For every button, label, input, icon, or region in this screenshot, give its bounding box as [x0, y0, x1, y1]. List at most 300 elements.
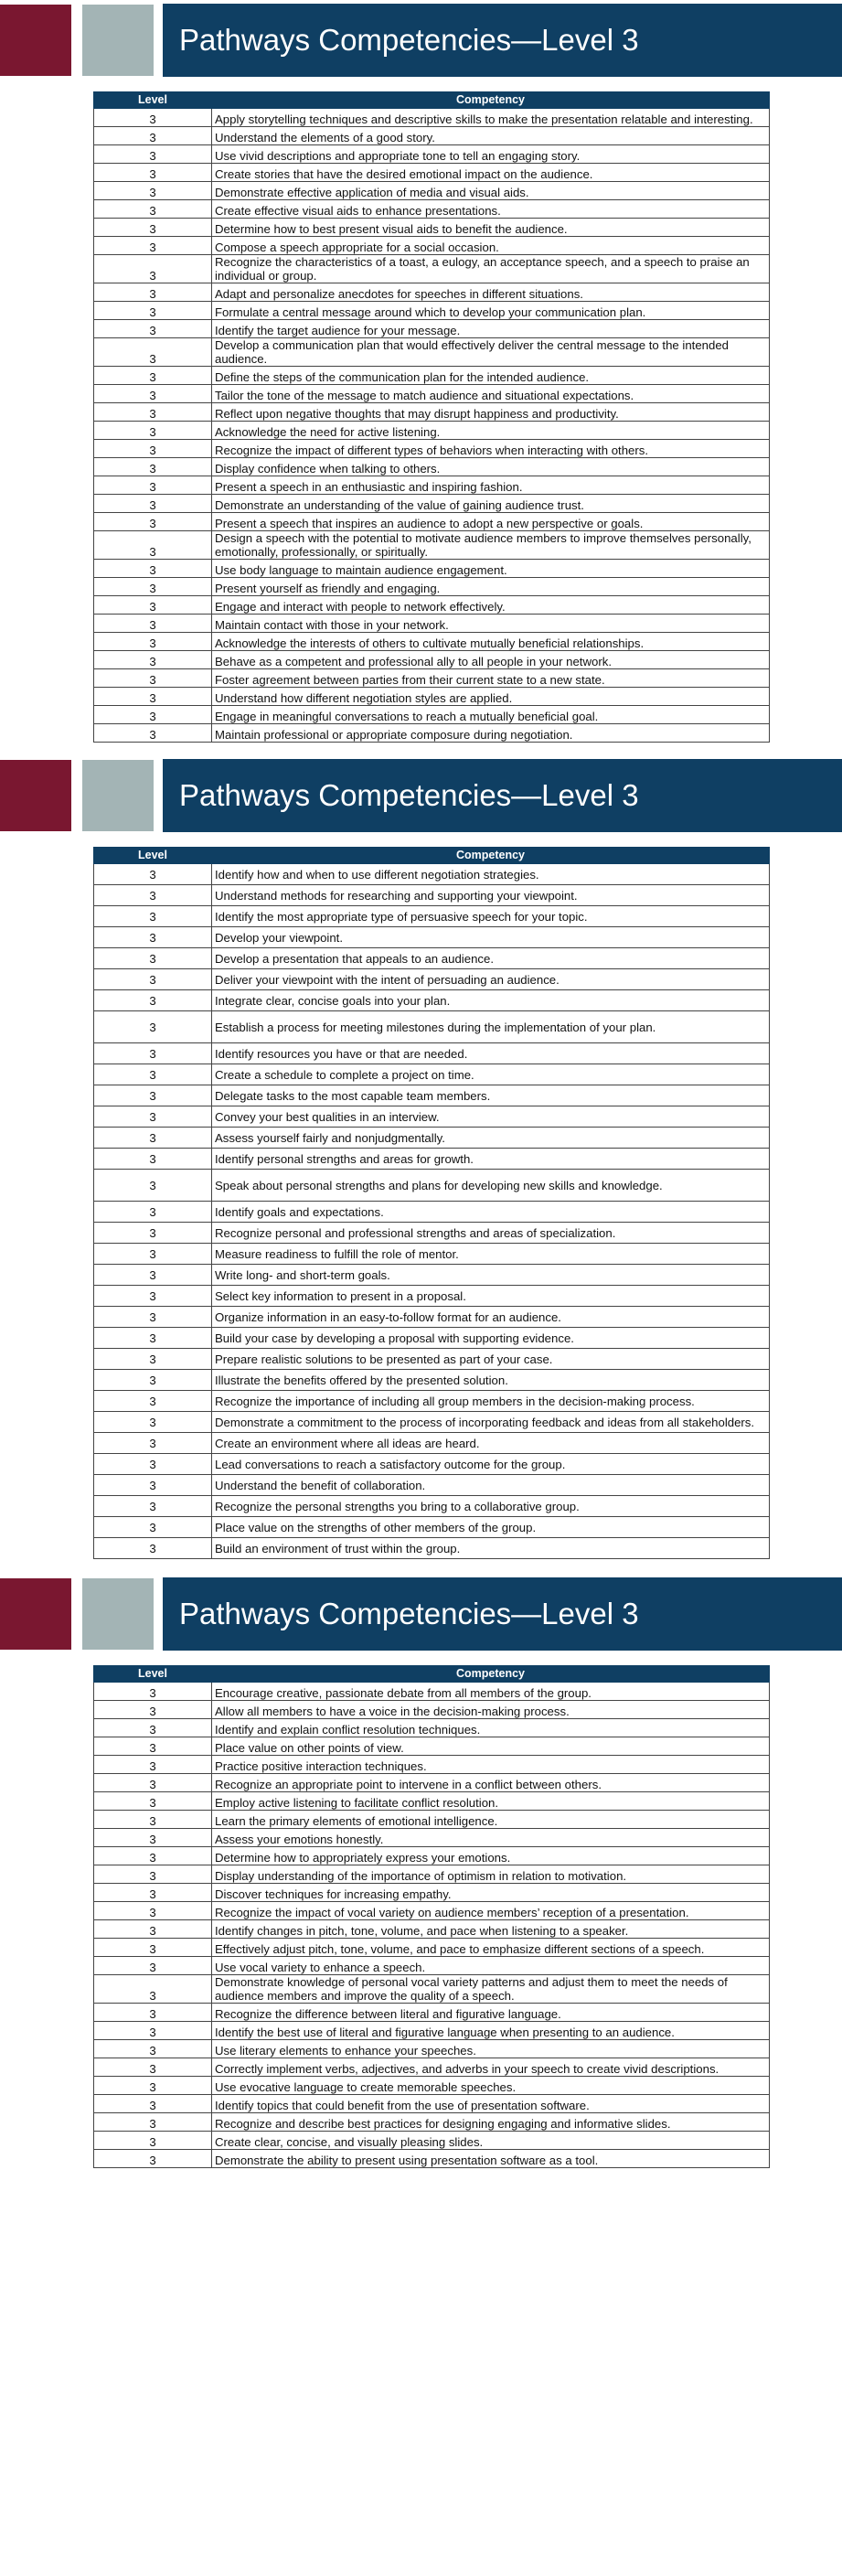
level-cell: 3 — [94, 927, 212, 948]
level-cell: 3 — [94, 200, 212, 219]
table-row — [94, 1847, 770, 1865]
level-cell: 3 — [94, 1957, 212, 1975]
competency-cell: Measure readiness to fulfill the role of mentor. — [212, 1244, 770, 1265]
competency-cell: Practice positive interaction techniques. — [212, 1756, 770, 1774]
page-gap — [0, 1559, 842, 1574]
competency-cell: Allow all members to have a voice in the decision-making process. — [212, 1701, 770, 1719]
level-cell: 3 — [94, 164, 212, 182]
table-row — [94, 864, 770, 885]
level-cell: 3 — [94, 1223, 212, 1244]
competency-cell: Determine how to appropriately express your emotions. — [212, 1847, 770, 1865]
table-row — [94, 596, 770, 615]
page-title: Pathways Competencies—Level 3 — [163, 4, 842, 77]
column-header-competency: Competency — [212, 1666, 770, 1683]
level-cell: 3 — [94, 2113, 212, 2132]
page-gap — [0, 743, 842, 755]
table-row — [94, 1939, 770, 1957]
level-cell: 3 — [94, 615, 212, 633]
level-cell: 3 — [94, 2132, 212, 2150]
competency-cell: Acknowledge the need for active listening. — [212, 422, 770, 440]
level-cell: 3 — [94, 367, 212, 385]
competency-cell: Develop a presentation that appeals to an audience. — [212, 948, 770, 969]
table-row — [94, 1244, 770, 1265]
table-row — [94, 1064, 770, 1085]
page-gap — [0, 2168, 842, 2177]
competency-cell: Create an environment where all ideas are heard. — [212, 1433, 770, 1454]
table-row — [94, 1475, 770, 1496]
level-cell: 3 — [94, 1011, 212, 1043]
table-row — [94, 1349, 770, 1370]
table-row — [94, 320, 770, 338]
level-cell: 3 — [94, 1043, 212, 1064]
table-row — [94, 1975, 770, 2004]
level-cell: 3 — [94, 1412, 212, 1433]
competency-cell: Use evocative language to create memorable speeches. — [212, 2077, 770, 2095]
level-cell: 3 — [94, 864, 212, 885]
level-cell: 3 — [94, 458, 212, 476]
level-cell: 3 — [94, 2022, 212, 2040]
competency-cell: Compose a speech appropriate for a social occasion. — [212, 237, 770, 255]
page-2 — [0, 755, 842, 1574]
table-row — [94, 1538, 770, 1559]
level-cell: 3 — [94, 578, 212, 596]
level-cell: 3 — [94, 440, 212, 458]
level-cell: 3 — [94, 1902, 212, 1920]
competency-table — [93, 91, 770, 743]
table-row — [94, 2077, 770, 2095]
table-row — [94, 495, 770, 513]
level-cell: 3 — [94, 1811, 212, 1829]
table-row — [94, 2040, 770, 2058]
level-cell: 3 — [94, 669, 212, 688]
table-row — [94, 1085, 770, 1106]
level-cell: 3 — [94, 1719, 212, 1737]
competency-cell: Define the steps of the communication plan for the intended audience. — [212, 367, 770, 385]
competency-cell: Demonstrate the ability to present using presentation software as a tool. — [212, 2150, 770, 2168]
competency-cell: Maintain professional or appropriate composure during negotiation. — [212, 724, 770, 743]
competency-cell: Create effective visual aids to enhance presentations. — [212, 200, 770, 219]
table-row — [94, 1223, 770, 1244]
level-cell: 3 — [94, 1085, 212, 1106]
table-row — [94, 1265, 770, 1286]
competency-cell: Effectively adjust pitch, tone, volume, and pace to emphasize different sections of a speech. — [212, 1939, 770, 1957]
table-row — [94, 948, 770, 969]
level-cell: 3 — [94, 302, 212, 320]
table-row — [94, 2113, 770, 2132]
competency-cell: Design a speech with the potential to motivate audience members to improve themselves personally, emotionally, professionally, or spiritually. — [212, 531, 770, 560]
competency-cell: Learn the primary elements of emotional intelligence. — [212, 1811, 770, 1829]
competency-cell: Understand the elements of a good story. — [212, 127, 770, 145]
level-cell: 3 — [94, 145, 212, 164]
competency-cell: Identify the most appropriate type of persuasive speech for your topic. — [212, 906, 770, 927]
level-cell: 3 — [94, 885, 212, 906]
level-cell: 3 — [94, 2004, 212, 2022]
level-cell: 3 — [94, 1149, 212, 1170]
table-row — [94, 1737, 770, 1756]
column-header-competency: Competency — [212, 92, 770, 109]
competency-cell: Deliver your viewpoint with the intent of persuading an audience. — [212, 969, 770, 990]
level-cell: 3 — [94, 531, 212, 560]
competency-cell: Place value on other points of view. — [212, 1737, 770, 1756]
competency-cell: Use vocal variety to enhance a speech. — [212, 1957, 770, 1975]
column-header-competency: Competency — [212, 848, 770, 864]
table-row — [94, 200, 770, 219]
competency-cell: Identify and explain conflict resolution techniques. — [212, 1719, 770, 1737]
decorative-red-square — [0, 760, 71, 831]
column-header-level: Level — [94, 92, 212, 109]
table-row — [94, 1454, 770, 1475]
table-header-row — [94, 92, 770, 109]
competency-cell: Reflect upon negative thoughts that may disrupt happiness and productivity. — [212, 403, 770, 422]
table-row — [94, 385, 770, 403]
table-row — [94, 2150, 770, 2168]
competency-cell: Delegate tasks to the most capable team members. — [212, 1085, 770, 1106]
level-cell: 3 — [94, 1475, 212, 1496]
competency-cell: Adapt and personalize anecdotes for speeches in different situations. — [212, 283, 770, 302]
table-row — [94, 1902, 770, 1920]
competency-cell: Recognize an appropriate point to intervene in a conflict between others. — [212, 1774, 770, 1792]
table-row — [94, 633, 770, 651]
level-cell: 3 — [94, 1538, 212, 1559]
table-row — [94, 1202, 770, 1223]
competency-cell: Maintain contact with those in your network. — [212, 615, 770, 633]
page-title: Pathways Competencies—Level 3 — [163, 759, 842, 832]
level-cell: 3 — [94, 237, 212, 255]
competency-cell: Demonstrate an understanding of the value of gaining audience trust. — [212, 495, 770, 513]
table-row — [94, 283, 770, 302]
level-cell: 3 — [94, 706, 212, 724]
level-cell: 3 — [94, 1265, 212, 1286]
table-row — [94, 237, 770, 255]
table-row — [94, 1011, 770, 1043]
table-row — [94, 1043, 770, 1064]
competency-cell: Recognize the characteristics of a toast, a eulogy, an acceptance speech, and a speech to praise an individual or group. — [212, 255, 770, 283]
competency-cell: Identify resources you have or that are needed. — [212, 1043, 770, 1064]
table-row — [94, 1149, 770, 1170]
page-header — [0, 1574, 842, 1656]
level-cell: 3 — [94, 127, 212, 145]
table-row — [94, 255, 770, 283]
competency-cell: Recognize the personal strengths you bring to a collaborative group. — [212, 1496, 770, 1517]
table-row — [94, 969, 770, 990]
level-cell: 3 — [94, 1286, 212, 1307]
level-cell: 3 — [94, 422, 212, 440]
table-row — [94, 1920, 770, 1939]
table-row — [94, 367, 770, 385]
table-row — [94, 1957, 770, 1975]
table-row — [94, 1286, 770, 1307]
table-row — [94, 127, 770, 145]
level-cell: 3 — [94, 2150, 212, 2168]
competency-table — [93, 1665, 770, 2168]
level-cell: 3 — [94, 560, 212, 578]
page-header — [0, 0, 842, 82]
level-cell: 3 — [94, 688, 212, 706]
competency-cell: Convey your best qualities in an interview. — [212, 1106, 770, 1128]
level-cell: 3 — [94, 906, 212, 927]
table-row — [94, 458, 770, 476]
competency-cell: Identify goals and expectations. — [212, 1202, 770, 1223]
table-row — [94, 403, 770, 422]
table-row — [94, 1391, 770, 1412]
level-cell: 3 — [94, 1701, 212, 1719]
table-row — [94, 1756, 770, 1774]
competency-cell: Foster agreement between parties from their current state to a new state. — [212, 669, 770, 688]
column-header-level: Level — [94, 1666, 212, 1683]
table-row — [94, 422, 770, 440]
table-row — [94, 1811, 770, 1829]
competency-cell: Present a speech that inspires an audience to adopt a new perspective or goals. — [212, 513, 770, 531]
level-cell: 3 — [94, 182, 212, 200]
level-cell: 3 — [94, 403, 212, 422]
level-cell: 3 — [94, 283, 212, 302]
competency-cell: Determine how to best present visual aids to benefit the audience. — [212, 219, 770, 237]
table-row — [94, 513, 770, 531]
competency-cell: Recognize the importance of including all group members in the decision-making process. — [212, 1391, 770, 1412]
level-cell: 3 — [94, 1884, 212, 1902]
competency-cell: Understand the benefit of collaboration. — [212, 1475, 770, 1496]
table-row — [94, 1701, 770, 1719]
level-cell: 3 — [94, 1170, 212, 1202]
level-cell: 3 — [94, 320, 212, 338]
table-row — [94, 1170, 770, 1202]
level-cell: 3 — [94, 1792, 212, 1811]
table-row — [94, 1106, 770, 1128]
table-row — [94, 1412, 770, 1433]
competency-cell: Speak about personal strengths and plans for developing new skills and knowledge. — [212, 1170, 770, 1202]
decorative-red-square — [0, 1578, 71, 1650]
level-cell: 3 — [94, 513, 212, 531]
competency-cell: Illustrate the benefits offered by the presented solution. — [212, 1370, 770, 1391]
table-row — [94, 1829, 770, 1847]
table-row — [94, 560, 770, 578]
level-cell: 3 — [94, 1920, 212, 1939]
table-row — [94, 1328, 770, 1349]
table-row — [94, 990, 770, 1011]
competency-cell: Employ active listening to facilitate conflict resolution. — [212, 1792, 770, 1811]
level-cell: 3 — [94, 1496, 212, 1517]
level-cell: 3 — [94, 1756, 212, 1774]
level-cell: 3 — [94, 1847, 212, 1865]
table-row — [94, 1683, 770, 1701]
table-row — [94, 706, 770, 724]
level-cell: 3 — [94, 1202, 212, 1223]
competency-cell: Select key information to present in a proposal. — [212, 1286, 770, 1307]
competency-cell: Apply storytelling techniques and descriptive skills to make the presentation relatable and interesting. — [212, 109, 770, 127]
competency-cell: Develop a communication plan that would effectively deliver the central message to the intended audience. — [212, 338, 770, 367]
table-row — [94, 906, 770, 927]
competency-cell: Identify how and when to use different negotiation strategies. — [212, 864, 770, 885]
competency-cell: Build an environment of trust within the group. — [212, 1538, 770, 1559]
table-row — [94, 2095, 770, 2113]
table-row — [94, 531, 770, 560]
table-row — [94, 219, 770, 237]
table-row — [94, 578, 770, 596]
table-row — [94, 1884, 770, 1902]
level-cell: 3 — [94, 476, 212, 495]
column-header-level: Level — [94, 848, 212, 864]
competency-cell: Formulate a central message around which to develop your communication plan. — [212, 302, 770, 320]
table-row — [94, 1865, 770, 1884]
level-cell: 3 — [94, 495, 212, 513]
level-cell: 3 — [94, 596, 212, 615]
level-cell: 3 — [94, 2077, 212, 2095]
level-cell: 3 — [94, 1370, 212, 1391]
table-row — [94, 615, 770, 633]
table-row — [94, 1517, 770, 1538]
table-header-row — [94, 1666, 770, 1683]
table-row — [94, 688, 770, 706]
decorative-grey-square — [82, 5, 154, 76]
table-row — [94, 109, 770, 127]
competency-cell: Demonstrate a commitment to the process of incorporating feedback and ideas from all stakeholders. — [212, 1412, 770, 1433]
level-cell: 3 — [94, 255, 212, 283]
level-cell: 3 — [94, 1829, 212, 1847]
level-cell: 3 — [94, 1106, 212, 1128]
level-cell: 3 — [94, 2058, 212, 2077]
page-1 — [0, 0, 842, 755]
competency-cell: Develop your viewpoint. — [212, 927, 770, 948]
level-cell: 3 — [94, 1307, 212, 1328]
competency-cell: Display confidence when talking to others. — [212, 458, 770, 476]
decorative-red-square — [0, 5, 71, 76]
competency-cell: Place value on the strengths of other members of the group. — [212, 1517, 770, 1538]
competency-cell: Identify the best use of literal and figurative language when presenting to an audience. — [212, 2022, 770, 2040]
page-3 — [0, 1574, 842, 2177]
table-row — [94, 440, 770, 458]
level-cell: 3 — [94, 1064, 212, 1085]
competency-cell: Create stories that have the desired emotional impact on the audience. — [212, 164, 770, 182]
level-cell: 3 — [94, 219, 212, 237]
competency-cell: Identify topics that could benefit from the use of presentation software. — [212, 2095, 770, 2113]
level-cell: 3 — [94, 1975, 212, 2004]
competency-cell: Use body language to maintain audience engagement. — [212, 560, 770, 578]
competency-cell: Engage in meaningful conversations to reach a mutually beneficial goal. — [212, 706, 770, 724]
competency-cell: Present yourself as friendly and engaging. — [212, 578, 770, 596]
level-cell: 3 — [94, 948, 212, 969]
level-cell: 3 — [94, 338, 212, 367]
competency-cell: Behave as a competent and professional ally to all people in your network. — [212, 651, 770, 669]
competency-cell: Identify changes in pitch, tone, volume, and pace when listening to a speaker. — [212, 1920, 770, 1939]
table-row — [94, 1496, 770, 1517]
competency-cell: Lead conversations to reach a satisfactory outcome for the group. — [212, 1454, 770, 1475]
competency-cell: Assess your emotions honestly. — [212, 1829, 770, 1847]
competency-cell: Create a schedule to complete a project on time. — [212, 1064, 770, 1085]
level-cell: 3 — [94, 1939, 212, 1957]
level-cell: 3 — [94, 990, 212, 1011]
level-cell: 3 — [94, 1737, 212, 1756]
table-row — [94, 1792, 770, 1811]
competency-cell: Build your case by developing a proposal with supporting evidence. — [212, 1328, 770, 1349]
table-row — [94, 651, 770, 669]
competency-table — [93, 847, 770, 1559]
level-cell: 3 — [94, 633, 212, 651]
competency-cell: Integrate clear, concise goals into your plan. — [212, 990, 770, 1011]
competency-cell: Recognize the impact of different types of behaviors when interacting with others. — [212, 440, 770, 458]
competency-cell: Write long- and short-term goals. — [212, 1265, 770, 1286]
table-row — [94, 1774, 770, 1792]
table-row — [94, 2022, 770, 2040]
level-cell: 3 — [94, 109, 212, 127]
table-row — [94, 2004, 770, 2022]
decorative-grey-square — [82, 1578, 154, 1650]
level-cell: 3 — [94, 1683, 212, 1701]
table-row — [94, 2058, 770, 2077]
table-row — [94, 164, 770, 182]
level-cell: 3 — [94, 2040, 212, 2058]
competency-cell: Engage and interact with people to network effectively. — [212, 596, 770, 615]
competency-cell: Understand how different negotiation styles are applied. — [212, 688, 770, 706]
level-cell: 3 — [94, 1433, 212, 1454]
level-cell: 3 — [94, 385, 212, 403]
table-row — [94, 302, 770, 320]
table-row — [94, 145, 770, 164]
competency-cell: Organize information in an easy-to-follow format for an audience. — [212, 1307, 770, 1328]
competency-cell: Use vivid descriptions and appropriate tone to tell an engaging story. — [212, 145, 770, 164]
competency-cell: Prepare realistic solutions to be presented as part of your case. — [212, 1349, 770, 1370]
level-cell: 3 — [94, 1244, 212, 1265]
level-cell: 3 — [94, 1128, 212, 1149]
level-cell: 3 — [94, 1774, 212, 1792]
page-title: Pathways Competencies—Level 3 — [163, 1577, 842, 1651]
table-row — [94, 1128, 770, 1149]
table-row — [94, 1370, 770, 1391]
level-cell: 3 — [94, 969, 212, 990]
table-header-row — [94, 848, 770, 864]
competency-cell: Establish a process for meeting milestones during the implementation of your plan. — [212, 1011, 770, 1043]
competency-cell: Display understanding of the importance of optimism in relation to motivation. — [212, 1865, 770, 1884]
competency-cell: Use literary elements to enhance your speeches. — [212, 2040, 770, 2058]
competency-cell: Understand methods for researching and supporting your viewpoint. — [212, 885, 770, 906]
level-cell: 3 — [94, 1349, 212, 1370]
competency-cell: Acknowledge the interests of others to cultivate mutually beneficial relationships. — [212, 633, 770, 651]
table-row — [94, 338, 770, 367]
table-row — [94, 476, 770, 495]
competency-cell: Recognize the difference between literal and figurative language. — [212, 2004, 770, 2022]
competency-cell: Identify personal strengths and areas for growth. — [212, 1149, 770, 1170]
page-header — [0, 755, 842, 838]
table-row — [94, 2132, 770, 2150]
competency-cell: Encourage creative, passionate debate from all members of the group. — [212, 1683, 770, 1701]
level-cell: 3 — [94, 1517, 212, 1538]
competency-cell: Tailor the tone of the message to match audience and situational expectations. — [212, 385, 770, 403]
competency-cell: Present a speech in an enthusiastic and inspiring fashion. — [212, 476, 770, 495]
competency-cell: Correctly implement verbs, adjectives, and adverbs in your speech to create vivid descriptions. — [212, 2058, 770, 2077]
table-row — [94, 1307, 770, 1328]
competency-cell: Identify the target audience for your message. — [212, 320, 770, 338]
table-row — [94, 927, 770, 948]
table-row — [94, 724, 770, 743]
table-row — [94, 1719, 770, 1737]
level-cell: 3 — [94, 651, 212, 669]
table-row — [94, 669, 770, 688]
table-row — [94, 885, 770, 906]
level-cell: 3 — [94, 1454, 212, 1475]
competency-cell: Recognize the impact of vocal variety on audience members’ reception of a presentation. — [212, 1902, 770, 1920]
competency-cell: Recognize and describe best practices for designing engaging and informative slides. — [212, 2113, 770, 2132]
decorative-grey-square — [82, 760, 154, 831]
table-row — [94, 182, 770, 200]
competency-cell: Discover techniques for increasing empathy. — [212, 1884, 770, 1902]
level-cell: 3 — [94, 1865, 212, 1884]
competency-cell: Demonstrate knowledge of personal vocal variety patterns and adjust them to meet the needs of audience members and improve the quality of a speech. — [212, 1975, 770, 2004]
competency-cell: Demonstrate effective application of media and visual aids. — [212, 182, 770, 200]
competency-cell: Recognize personal and professional strengths and areas of specialization. — [212, 1223, 770, 1244]
table-row — [94, 1433, 770, 1454]
level-cell: 3 — [94, 2095, 212, 2113]
level-cell: 3 — [94, 1328, 212, 1349]
competency-cell: Create clear, concise, and visually pleasing slides. — [212, 2132, 770, 2150]
